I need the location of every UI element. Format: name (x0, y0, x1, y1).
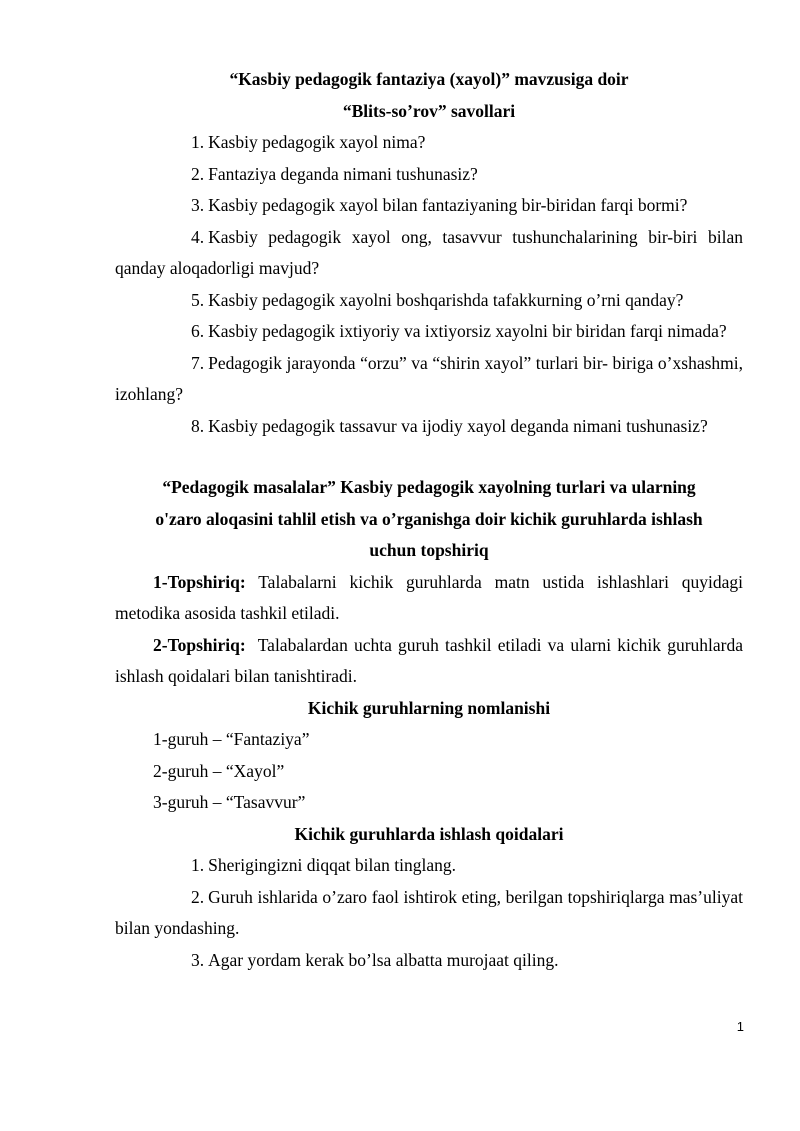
question-item (115, 190, 743, 222)
question-number: 1. (191, 132, 205, 152)
question-number: 7. (191, 352, 205, 373)
group-item: 2-guruh – “Xayol” (153, 760, 285, 781)
question-item (115, 285, 743, 317)
rule-number: 3. (191, 949, 205, 970)
rule-number: 2. (191, 886, 205, 907)
section-heading-line-1: “Pedagogik masalalar” Kasbiy pedagogik xayolning turlari va ularning (162, 477, 696, 497)
question-item (115, 348, 743, 411)
task-label: 2-Topshiriq: (153, 634, 246, 655)
page-number: 1 (736, 1019, 744, 1034)
question-number: 8. (191, 415, 205, 436)
question-item (115, 127, 743, 159)
questions-list (115, 127, 743, 442)
question-text: Pedagogik jarayonda “orzu” va “shirin xayol” turlari bir- biriga o’xshashmi, izohlang? (115, 352, 743, 404)
question-text: Kasbiy pedagogik ixtiyoriy va ixtiyorsiz xayolni bir biridan farqi nimada? (208, 321, 727, 341)
question-text: Kasbiy pedagogik xayol ong, tasavvur tushunchalarining bir-biri bilan qanday aloqadorligi mavjud? (115, 226, 743, 278)
question-item (115, 159, 743, 191)
question-text: Kasbiy pedagogik xayol nima? (208, 132, 426, 152)
rule-number: 1. (191, 855, 205, 875)
task-item (115, 630, 748, 693)
task-text: Talabalardan uchta guruh tashkil etiladi va ularni kichik guruhlarda ishlash qoidalari bilan tanishtiradi. (115, 634, 748, 686)
groups-list (115, 724, 743, 819)
rule-text: Agar yordam kerak bo’lsa albatta murojaat qiling. (208, 949, 559, 970)
task-item (115, 567, 743, 630)
title-line-2: “Blits-so’rov” savollari (342, 100, 516, 121)
rule-item (115, 882, 743, 945)
rule-item (115, 945, 743, 977)
question-text: Kasbiy pedagogik xayol bilan fantaziyaning bir-biridan farqi bormi? (208, 195, 688, 215)
title-line-1: “Kasbiy pedagogik fantaziya (xayol)” mavzusiga doir (229, 69, 629, 89)
rules-heading: Kichik guruhlarda ishlash qoidalari (294, 823, 564, 844)
rules-list (115, 850, 743, 976)
question-text: Kasbiy pedagogik xayolni boshqarishda tafakkurning o’rni qanday? (208, 289, 684, 310)
question-text: Kasbiy pedagogik tassavur va ijodiy xayol deganda nimani tushunasiz? (208, 415, 708, 436)
section-heading-line-3: uchun topshiriq (369, 540, 489, 560)
groups-heading: Kichik guruhlarning nomlanishi (307, 697, 551, 718)
document-page (115, 64, 748, 976)
question-item (115, 222, 743, 285)
rule-item (115, 850, 743, 882)
tasks-list (115, 567, 748, 693)
question-number: 4. (191, 226, 205, 247)
group-item: 1-guruh – “Fantaziya” (153, 729, 310, 749)
task-text: Talabalarni kichik guruhlarda matn ustida ishlashlari quyidagi metodika asosida tashkil etiladi. (115, 571, 743, 623)
group-item: 3-guruh – “Tasavvur” (153, 792, 306, 812)
rule-text: Guruh ishlarida o’zaro faol ishtirok eting, berilgan topshiriqlarga mas’uliyat bilan yondashing. (115, 886, 743, 938)
question-item (115, 316, 743, 348)
question-number: 6. (191, 321, 205, 341)
question-number: 3. (191, 195, 205, 215)
question-item (115, 411, 743, 443)
question-text: Fantaziya deganda nimani tushunasiz? (208, 163, 478, 184)
rule-text: Sherigingizni diqqat bilan tinglang. (208, 855, 457, 875)
question-number: 2. (191, 163, 205, 184)
task-label: 1-Topshiriq: (153, 571, 246, 592)
section-heading-line-2: o'zaro aloqasini tahlil etish va o’rganishga doir kichik guruhlarda ishlash (155, 508, 703, 529)
section-spacer (115, 442, 743, 472)
question-number: 5. (191, 289, 205, 310)
